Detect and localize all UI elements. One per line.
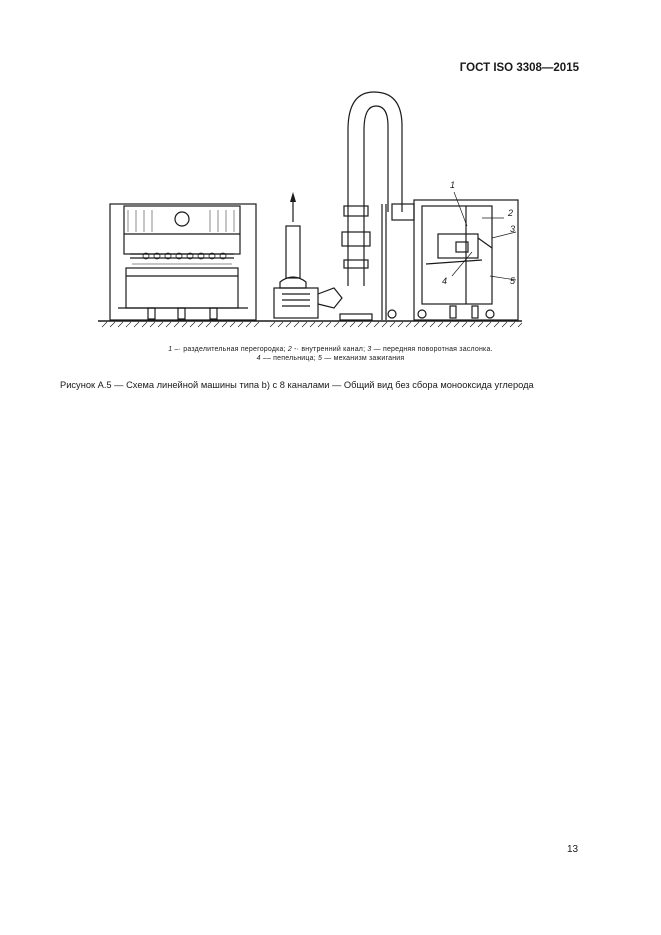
page-number: 13 <box>567 844 579 855</box>
callout-labels <box>442 180 516 286</box>
exhaust-fan <box>274 196 342 318</box>
document-header: ГОСТ ISO 3308—2015 <box>459 62 579 74</box>
figure-legend-line-1 <box>0 346 661 353</box>
figure-caption: Рисунок А.5 — Схема линейной машины типа b) с 8 каналами — Общий вид без сбора монооксида углерода <box>60 380 534 390</box>
callout-1: 1 <box>450 180 456 190</box>
exhaust-duct <box>340 92 414 320</box>
legend-text-3: — передняя поворотная заслонка. <box>371 346 493 353</box>
legend-num-5: 5 <box>318 355 323 362</box>
callout-4: 4 <box>442 276 448 286</box>
legend-num-2: 2 <box>287 346 292 353</box>
legend-num-3: 3 <box>367 346 372 353</box>
callout-2: 2 <box>508 208 514 218</box>
legend-text-2: -· внутренний канал; <box>292 346 368 353</box>
callout-5: 5 <box>510 276 516 286</box>
legend-num-1: 1 <box>168 346 173 353</box>
linear-smoking-machine-drawing <box>96 86 526 334</box>
callout-3: 3 <box>510 224 516 234</box>
legend-num-4: 4 <box>256 355 261 362</box>
legend-text-1: –· разделительная перегородка; <box>172 346 288 353</box>
figure-legend-line-2 <box>0 355 661 362</box>
legend-text-4: –– пепельница; <box>260 355 319 362</box>
legend-text-5: — механизм зажигания <box>322 355 405 362</box>
